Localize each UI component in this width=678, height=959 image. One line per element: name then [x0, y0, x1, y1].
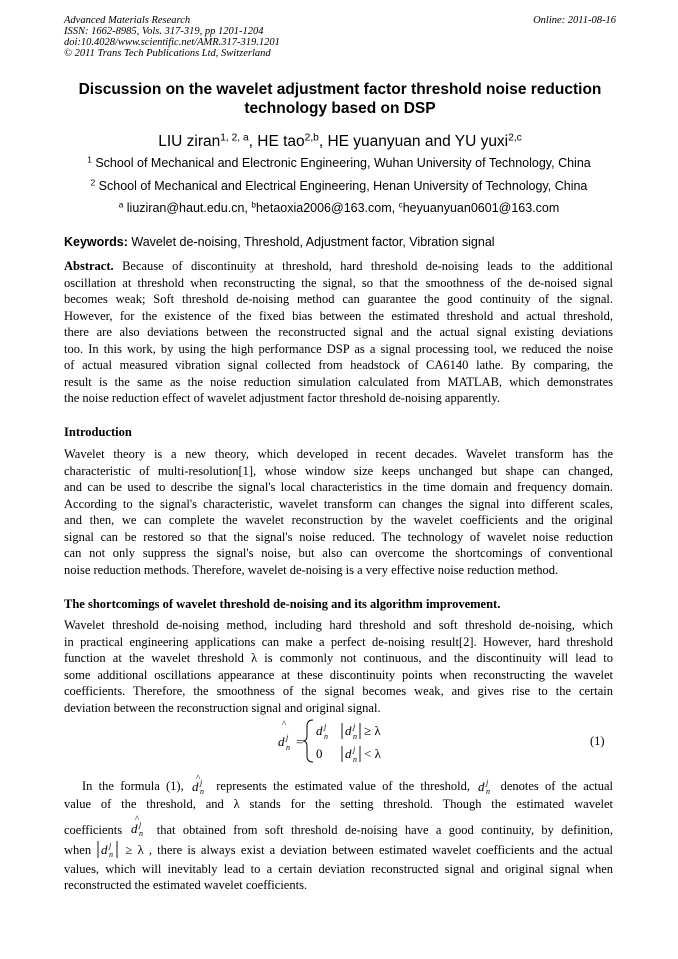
svg-text:^: ^ [195, 773, 201, 783]
svg-text:d: d [101, 841, 108, 857]
formula-brace [303, 720, 313, 762]
svg-text:j: j [199, 778, 203, 787]
svg-text:j: j [486, 778, 489, 787]
abstract-line: there are also deviations between the reconstructed signal and the actual signal existing deviations [64, 325, 613, 339]
email-b-mark: b [251, 200, 256, 210]
equation-number: (1) [590, 734, 605, 748]
emails [30, 201, 648, 216]
aff1-num: 1 [87, 155, 92, 165]
abstract-line: Abstract. Because of discontinuity at threshold, hard threshold de-noising leads to the additional [64, 259, 613, 273]
journal-header [64, 15, 616, 59]
abstract-label: Abstract. [64, 259, 114, 273]
introduction-body [64, 446, 613, 578]
svg-text:n: n [486, 787, 491, 796]
intro-line: signal can be restored so that the signal's noise reduced. The technology of wavelet noise reduction [64, 529, 613, 544]
email-1[interactable]: liuziran@haut.edu.cn, [123, 201, 252, 215]
abstract-line: oscillation at threshold when reconstructing the signal, so that the smoothness of the de-noised signal [64, 275, 613, 290]
formula-1 [275, 716, 425, 766]
svg-text:d: d [191, 779, 199, 794]
intro-line: and can be used to describe the signal's local characteristics in the time domain and frequency domain. [64, 480, 613, 494]
section2-line: in practical engineering applications can make a perfect de-noising result[2]. However, hard threshold [64, 634, 613, 649]
email-2[interactable]: hetaoxia2006@163.com, [255, 201, 399, 215]
author-1: LIU ziran [158, 133, 221, 150]
intro-line: can not only suppress the signal's noise, but also can overcome the shortcomings of conventional [64, 546, 613, 560]
abstract-line: However, for the existence of the fixed bias between the estimated threshold and actual threshold, [64, 308, 613, 323]
authors [40, 132, 640, 151]
svg-text:n: n [199, 787, 204, 796]
p2-line-5: values, which will inevitably lead to a certain deviation reconstructed signal and original signal when [64, 861, 613, 876]
formula-equals: = [296, 734, 304, 749]
inline-dhat-symbol [190, 772, 210, 796]
abstract-line: result is the same as the noise reduction simulation calculated from MATLAB, which demonstrates [64, 374, 613, 389]
section2-line: coefficients. Therefore, the smoothness of the signal becomes weak, and gives rise to the certain [64, 684, 613, 698]
copyright: © 2011 Trans Tech Publications Ltd, Switzerland [64, 48, 271, 59]
p2-line-1: In the formula (1), ^ d j n represents the estimated value of the threshold, d j n denotes of the actual [82, 773, 614, 796]
section2-line: some additional oscillations appearance at these discontinuity points when reconstructing the wavelet [64, 667, 613, 682]
formula-lhs-sup: j [286, 733, 289, 742]
intro-line: and then, we can complete the wavelet reconstruction by the wavelet coefficients and the original [64, 513, 613, 527]
case2-abs-sup: j [353, 745, 356, 754]
affiliation-1 [30, 156, 648, 171]
svg-text:d: d [131, 820, 138, 836]
email-3[interactable]: heyuanyuan0601@163.com [402, 201, 560, 215]
abstract-line: of actual measured vibration signal collected from headstock of CA6140 lathe. By comparing, the [64, 358, 613, 372]
email-c-mark: c [398, 200, 403, 210]
inline-d-symbol [476, 772, 494, 796]
online-date: Online: 2011-08-16 [533, 15, 616, 26]
journal-name: Advanced Materials Research [64, 15, 191, 26]
abstract-line: the noise reduction effect of wavelet adjustment factor threshold de-noising apparently. [64, 391, 500, 405]
case2-value: 0 [316, 746, 323, 761]
email-a-mark: a [118, 200, 124, 210]
author-2-sup: 2,b [304, 132, 319, 144]
case1-symbol: d [316, 723, 323, 738]
section2-heading: The shortcomings of wavelet threshold de-noising and its algorithm improvement. [64, 597, 501, 611]
svg-text:n: n [109, 849, 114, 859]
keywords-text: Wavelet de-noising, Threshold, Adjustment factor, Vibration signal [127, 235, 495, 249]
author-2: , HE tao [248, 133, 305, 150]
aff1-text: School of Mechanical and Electronic Engineering, Wuhan University of Technology, China [91, 156, 591, 170]
svg-text:n: n [139, 828, 144, 838]
section2-body [64, 617, 613, 716]
aff2-num: 2 [90, 178, 96, 188]
case2-condition: < λ [364, 746, 381, 761]
case1-abs-sup: j [353, 722, 356, 731]
affiliation-2 [30, 179, 648, 194]
author-3: , HE yuanyuan and YU yuxi [318, 133, 509, 150]
inline-abs-d-symbol [96, 839, 120, 859]
p2-line-2: value of the threshold, and λ stands for the setting threshold. Though the estimated wavelet [64, 797, 613, 811]
abstract [64, 258, 613, 407]
paper-title [40, 80, 640, 118]
intro-line: Wavelet theory is a new theory, which developed in recent decades. Wavelet transform has the [64, 447, 613, 461]
case1-sup: j [324, 722, 327, 731]
case1-sub: n [324, 732, 328, 741]
svg-text:j: j [109, 840, 112, 850]
p2-line-3: coefficients ^ d j n that obtained from soft threshold de-noising have a good continuity, by definition, [64, 813, 613, 838]
title-line-2: technology based on DSP [244, 100, 436, 117]
author-3-sup: 2,c [508, 132, 522, 144]
intro-line: characteristic of multi-resolution[1], whose window size keeps unchanged but shape can changed, [64, 463, 613, 478]
case1-abs-sub: n [353, 732, 357, 741]
svg-text:d: d [478, 779, 485, 794]
case1-condition: ≥ λ [364, 723, 381, 738]
formula-lhs-sub: n [286, 743, 290, 752]
keywords-label: Keywords: [64, 235, 128, 249]
abstract-line: becomes weak; Soft threshold de-noising method can guarantee the good continuity of the signal. [64, 292, 613, 306]
case2-abs-sub: n [353, 755, 357, 764]
abstract-line: too. In this work, by using the high performance DSP as a signal processing tool, we reduced the noise [64, 341, 613, 356]
p2-line-6: reconstructed the estimated wavelet coefficients. [64, 878, 308, 892]
intro-line: According to the signal's characteristic, wavelet transform can changes the signal into different scales, [64, 496, 613, 511]
doi: doi:10.4028/www.scientific.net/AMR.317-319.1201 [64, 37, 280, 48]
section2-paragraph-2 [64, 772, 613, 894]
case2-abs-symbol: d [345, 746, 352, 761]
keywords [64, 235, 624, 250]
issn: ISSN: 1662-8985, Vols. 317-319, pp 1201-1204 [64, 26, 264, 37]
aff2-text: School of Mechanical and Electrical Engineering, Henan University of Technology, China [95, 179, 588, 193]
section2-line: deviation between the reconstruction signal and original signal. [64, 700, 381, 715]
title-line-1: Discussion on the wavelet adjustment factor threshold noise reduction [78, 81, 602, 98]
inline-dhat-symbol [129, 813, 149, 839]
section2-line: Wavelet threshold de-noising method, including hard threshold and soft threshold de-noising, which [64, 618, 613, 632]
case1-abs-symbol: d [345, 723, 352, 738]
svg-text:^: ^ [135, 813, 140, 824]
intro-line: noise reduction methods. Therefore, wavelet de-noising is a very effective noise reduction method. [64, 562, 559, 577]
author-1-sup: 1, 2, a [220, 132, 249, 144]
section2-line: function at the wavelet threshold λ is commonly not continuous, and the discontinuity will lead to [64, 651, 613, 665]
svg-text:j: j [139, 819, 142, 829]
introduction-heading: Introduction [64, 425, 132, 439]
p2-line-4: when d j n ≥ λ , there is always exist a deviation between estimated wavelet coefficients and the actual [64, 840, 614, 859]
formula-lhs: d [278, 734, 285, 749]
formula-hat: ^ [282, 719, 287, 729]
